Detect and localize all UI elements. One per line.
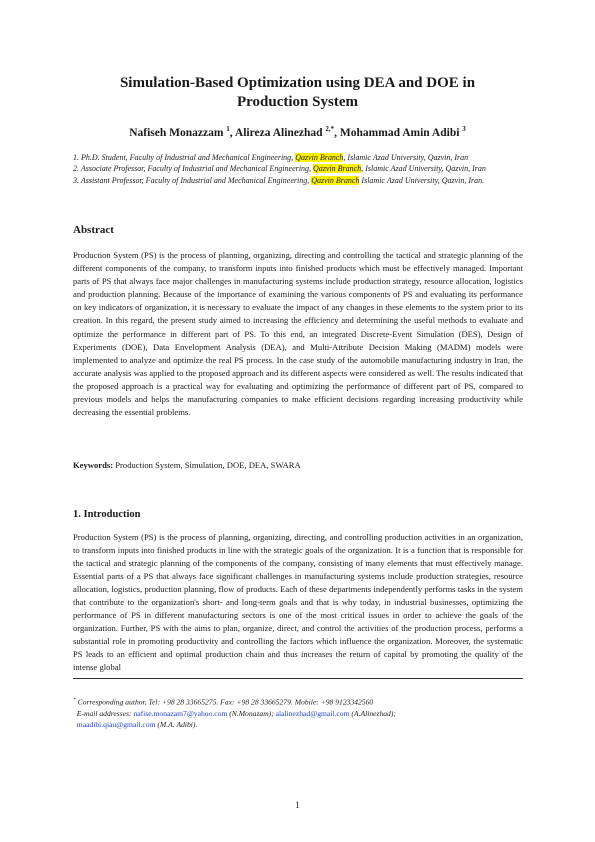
keywords-text: Production System, Simulation, DOE, DEA, SWARA	[113, 460, 301, 470]
author-sep-2: ,	[334, 126, 338, 139]
paper-title	[60, 74, 535, 112]
footnote	[73, 695, 523, 730]
email-3-note: (M.A. Adibi).	[155, 719, 198, 729]
email-link-1[interactable]: nafise.monazam7@yahoo.com	[133, 708, 228, 718]
abstract-body: Production System (PS) is the process of planning, organizing, directing and controlling the tactical and strategic planning of the different components of the company, to transform inputs into finished products which must be effectively managed. Important parts of PS that always face major challenges in manufacturing systems include production strategy, resource allocation, logistics and production planning. Because of the importance of examining the various components of PS and evaluating its performance on key indicators of organization, it is necessary to evaluate the impact of any changes in these elements to the system prior to its creation. In this regard, the present study aimed to increasing the efficiency and determining the useful methods to evaluate and optimize the performance in different part of PS. To this end, an integrated Discrete-Event Simulation (DES), Design of Experiments (DOE), Data Envelopment Analysis (DEA), and Multi-Attribute Decision Making (MADM) models were implemented to analyze and optimize the real PS process. In the case study of the automobile manufacturing industry in Iran, the accurate analysis was applied to the proposed approach and its different aspects were considered as well. The results indicated that the proposed approach is a practical way for evaluating and optimizing the performance of different part of PS, compared to previous models and helps the manufacturing companies to make efficient decisions regarding increasing productivity while decreasing the essential problems.	[73, 250, 523, 418]
page-number: 1	[295, 800, 300, 810]
introduction-heading: 1. Introduction	[73, 509, 141, 520]
author-2-affil: 2,*	[325, 125, 335, 133]
footnote-email-label: E-mail addresses:	[76, 708, 134, 718]
affiliation-2-post: , Islamic Azad University, Qazvin, Iran	[361, 164, 486, 174]
abstract-heading: Abstract	[73, 224, 114, 236]
affiliation-2-pre: 2. Associate Professor, Faculty of Industrial and Mechanical Engineering,	[73, 164, 313, 174]
affiliation-1-post: , Islamic Azad University, Qazvin, Iran	[343, 153, 469, 162]
keywords-line	[73, 459, 523, 472]
author-1-affil: 1	[226, 125, 230, 133]
author-1-name: Nafiseh Monazzam	[129, 126, 224, 139]
keywords-label: Keywords:	[73, 460, 114, 470]
email-1-note: (N.Monazam);	[227, 708, 276, 718]
affiliation-3-post: Islamic Azad University, Qazvin, Iran.	[359, 175, 485, 185]
email-link-3[interactable]: maadibi.qiau@gmail.com	[76, 719, 156, 729]
footnote-contact: Corresponding author, Tel: +98 28 33665275. Fax: +98 28 33665279. Mobile: +98 9123342560	[75, 697, 374, 707]
affiliation-1	[73, 152, 523, 163]
author-sep-1: ,	[229, 126, 233, 139]
footnote-divider	[73, 678, 523, 679]
author-list	[60, 122, 535, 140]
affiliation-2	[73, 163, 523, 174]
introduction-body: Production System (PS) is the process of planning, organizing, directing, and controlling production activities in an organization, to transform inputs into finished products in line with the strategic goals of the organization. It is a function that is responsible for the tactical and strategic planning of the components of the company, consisting of many elements that must effectively manage. Essential parts of a PS that always face significant challenges in manufacturing systems include production strategies, resource allocation, logistics, production planning, flow of products. Each of these departments independently performs tasks in the system that contribute to the organization's short- and long-term goals and that is why today, in industrial businesses, optimizing the performance of PS in different manufacturing sectors is one of the most critical issues in order to achieve the goals of the organization. Further, PS with the aims to plan, organize, direct, and control the activities of the production process, performs a substantial role in promoting productivity and controlling the factors which influence the organization. Moreover, the systematic PS leads to an efficient and optimal production chain and thus increases the return of capital by promoting the quality of the intense global	[73, 532, 523, 673]
footnote-marker: *	[73, 697, 76, 703]
footnote-line-3	[73, 719, 523, 730]
affiliation-3-pre: 3. Assistant Professor, Faculty of Industrial and Mechanical Engineering,	[73, 175, 312, 185]
affiliation-1-pre: 1. Ph.D. Student, Faculty of Industrial and Mechanical Engineering,	[73, 153, 296, 162]
title-line-1: Simulation-Based Optimization using DEA and DOE in	[119, 75, 476, 91]
affiliation-3	[73, 175, 523, 186]
affiliation-1-highlight: Qazvin Branch	[295, 153, 344, 162]
author-3-affil: 3	[462, 125, 466, 133]
footnote-line-2	[73, 708, 523, 719]
title-line-2: Production System	[237, 94, 358, 110]
email-2-note: (A.Alinezhad);	[349, 708, 396, 718]
author-2-name: Alireza Alinezhad	[234, 126, 323, 139]
affiliation-3-highlight: Qazvin Branch	[311, 175, 360, 185]
affiliation-2-highlight: Qazvin Branch	[312, 164, 362, 174]
footnote-line-1	[73, 695, 523, 708]
email-link-2[interactable]: alalinezhad@gmail.com	[275, 708, 350, 718]
affiliations	[73, 152, 523, 186]
author-3-name: Mohammad Amin Adibi	[339, 126, 460, 139]
